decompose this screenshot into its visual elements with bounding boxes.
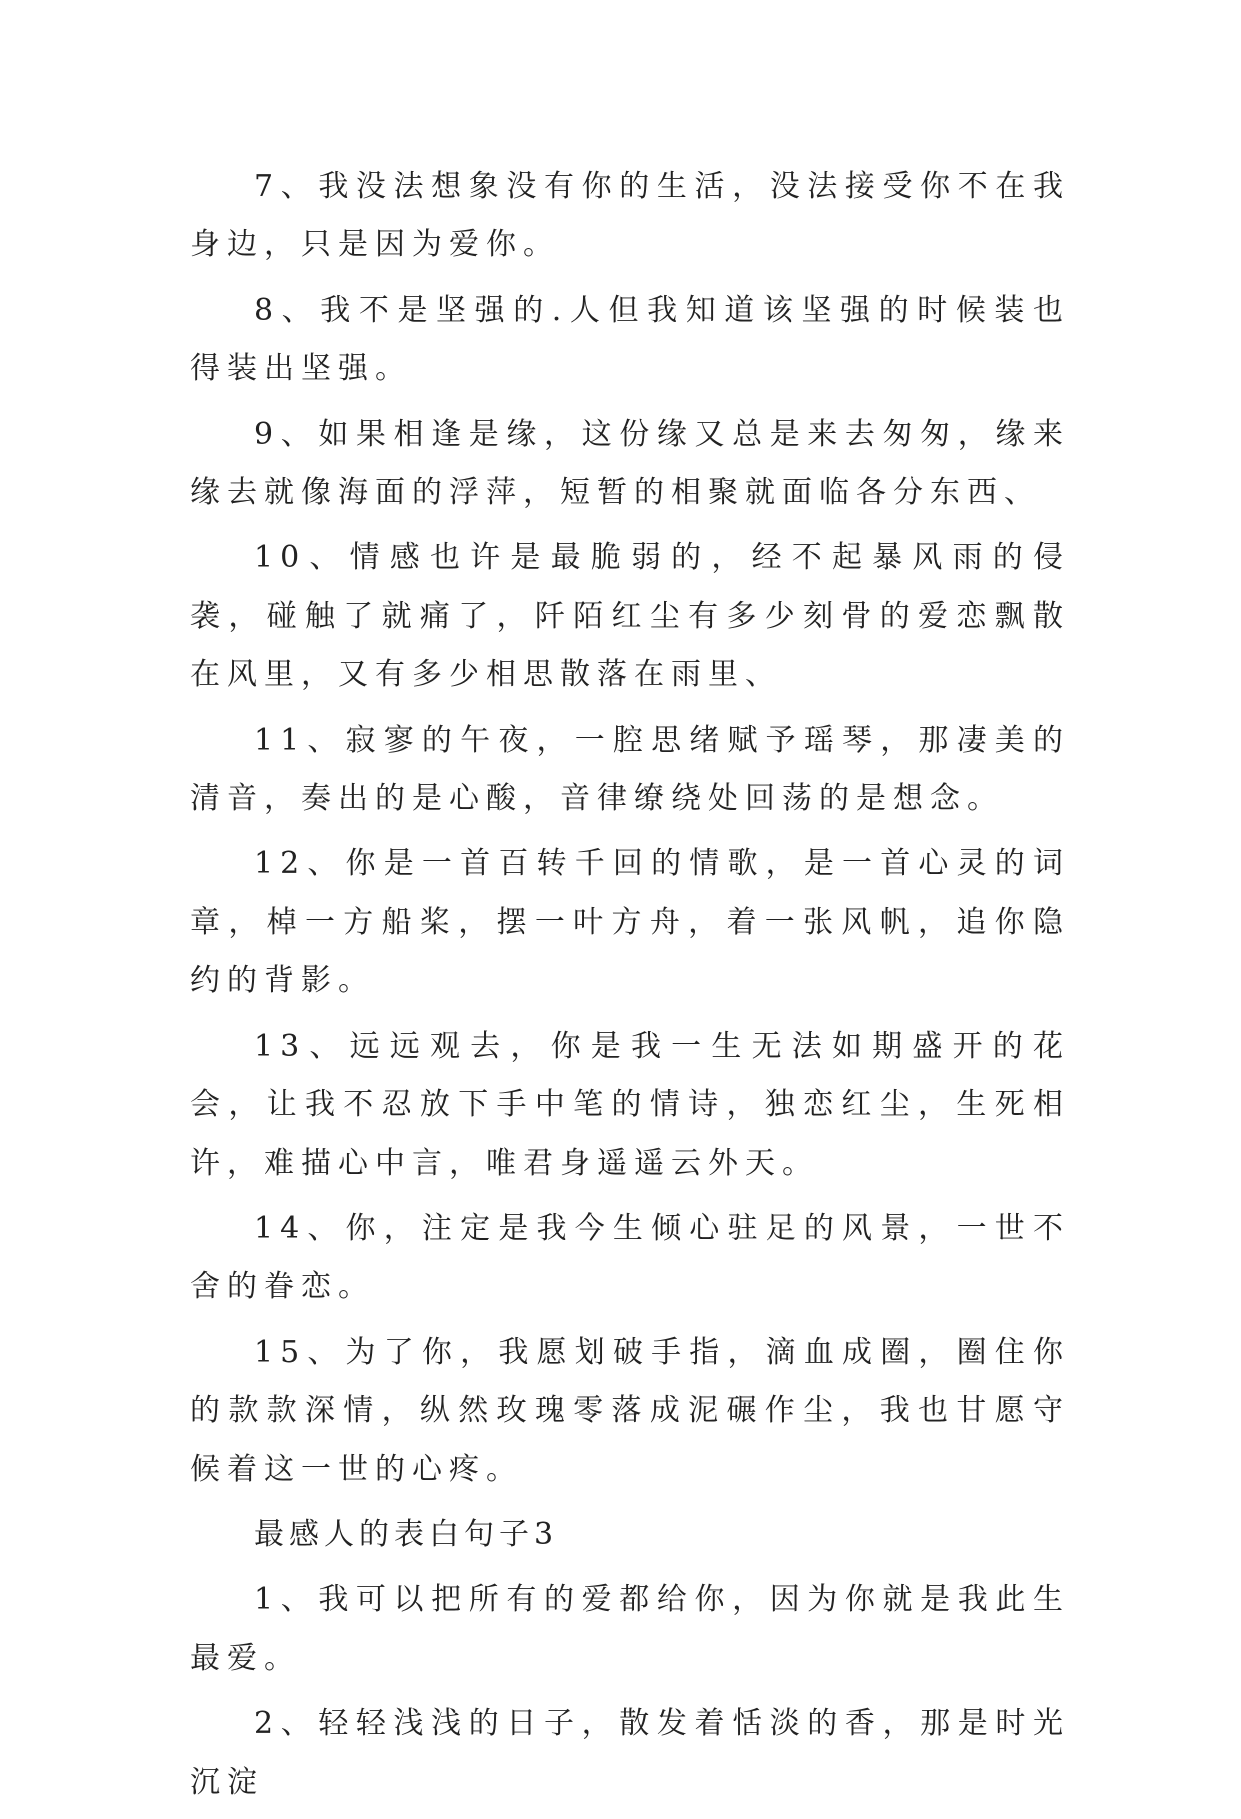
paragraph-7: 7、我没法想象没有你的生活，没法接受你不在我身边，只是因为爱你。 <box>190 169 1070 263</box>
paragraph-9: 9、如果相逢是缘，这份缘又总是来去匆匆，缘来缘去就像海面的浮萍，短暂的相聚就面临各分东西、 <box>190 416 1070 511</box>
paragraph-8: 8、我不是坚强的.人但我知道该坚强的时候装也得装出坚强。 <box>190 292 1070 387</box>
paragraph-14: 14、你，注定是我今生倾心驻足的风景，一世不舍的眷恋。 <box>190 1210 1070 1305</box>
paragraph-11: 11、寂寥的午夜，一腔思绪赋予瑶琴，那凄美的清音，奏出的是心酸，音律缭绕处回荡的是想念。 <box>190 722 1070 817</box>
document-body <box>190 158 1070 1819</box>
paragraph-2: 2、轻轻浅浅的日子，散发着恬淡的香，那是时光沉淀 <box>190 1706 1070 1800</box>
paragraph-13: 13、远远观去，你是我一生无法如期盛开的花会，让我不忍放下手中笔的情诗，独恋红尘，生死相许，难描心中言，唯君身遥遥云外天。 <box>190 1028 1070 1181</box>
section-heading: 最感人的表白句子3 <box>254 1516 559 1552</box>
paragraph-1: 1、我可以把所有的爱都给你，因为你就是我此生最爱。 <box>190 1582 1070 1676</box>
paragraph-15: 15、为了你，我愿划破手指，滴血成圈，圈住你的款款深情，纵然玫瑰零落成泥碾作尘，我也甘愿守候着这一世的心疼。 <box>190 1334 1070 1487</box>
paragraph-12: 12、你是一首百转千回的情歌，是一首心灵的词章，棹一方船桨，摆一叶方舟，着一张风帆，追你隐约的背影。 <box>190 846 1070 999</box>
paragraph-10: 10、情感也许是最脆弱的，经不起暴风雨的侵袭，碰触了就痛了，阡陌红尘有多少刻骨的爱恋飘散在风里，又有多少相思散落在雨里、 <box>190 540 1070 693</box>
